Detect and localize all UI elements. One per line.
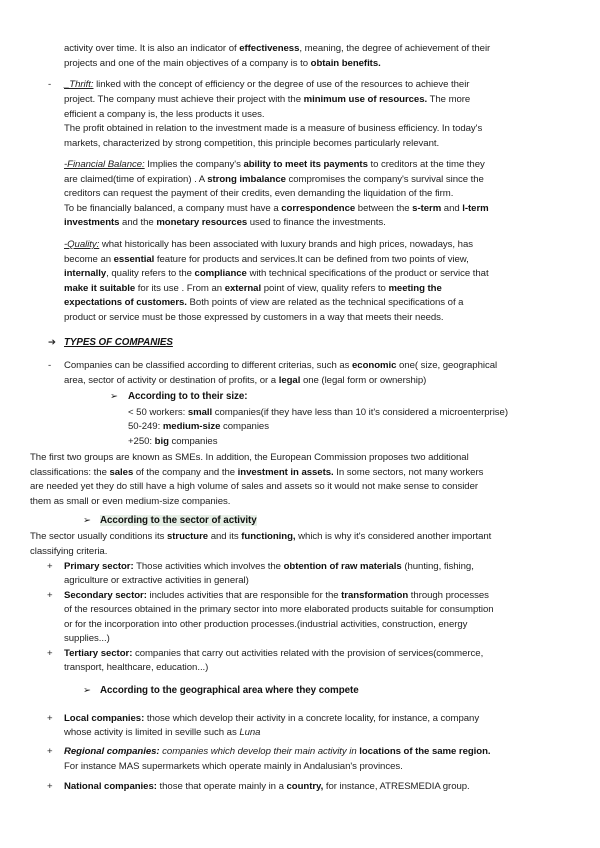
triangle-bullet-icon: ➢ bbox=[110, 391, 119, 402]
quality-line-2: become an essential feature for products and services.It can be defined from two points of view, bbox=[64, 254, 469, 265]
secondary-line-4: supplies...) bbox=[64, 633, 110, 644]
primary-line-1: Primary sector: Those activities which involves the obtention of raw materials (hunting, fishing, bbox=[64, 561, 474, 572]
quality-line-4: make it suitable for its use . From an external point of view, quality refers to meeting the bbox=[64, 283, 442, 294]
types-bullet: - bbox=[48, 360, 52, 371]
size-para-1: The first two groups are known as SMEs. In addition, the European Commission proposes two additional bbox=[30, 452, 469, 463]
thrift-line-5: markets, characterized by strong competition, this principle becomes particularly relevant. bbox=[64, 138, 440, 149]
secondary-line-1: Secondary sector: includes activities that are responsible for the transformation through processes bbox=[64, 590, 489, 601]
plus-bullet: + bbox=[47, 746, 53, 757]
quality-line-6: product or service must be those expressed by customers in a way that meets their needs. bbox=[64, 312, 444, 323]
regional-line-1: Regional companies: companies which develop their main activity in locations of the same region. bbox=[64, 746, 491, 757]
thrift-term: _Thrift: bbox=[64, 79, 94, 90]
size-row-1: < 50 workers: small companies(if they have less than 10 it's considered a microenterprise) bbox=[128, 407, 508, 418]
intro-line-2: projects and one of the main objectives of a company is to obtain benefits. bbox=[64, 58, 381, 69]
plus-bullet: + bbox=[47, 648, 53, 659]
financial-line-1: -Financial Balance: Implies the company's ability to meet its payments to creditors at the time they bbox=[64, 159, 485, 170]
triangle-bullet-icon: ➢ bbox=[83, 515, 92, 526]
national-line-1: National companies: those that operate mainly in a country, for instance, ATRESMEDIA group. bbox=[64, 781, 470, 792]
quality-line-5: expectations of customers. Both points of view are related as the technical specifications of a bbox=[64, 297, 464, 308]
tertiary-line-1: Tertiary sector: companies that carry out activities related with the provision of services(commerce, bbox=[64, 648, 484, 659]
types-line-1: Companies can be classified according to different criterias, such as economic one( size, geographical bbox=[64, 360, 498, 371]
financial-term: -Financial Balance: bbox=[64, 159, 145, 170]
secondary-line-3: or for the incorporation into other production processes.(industrial activities, construction, energy bbox=[64, 619, 468, 630]
sector-para-1: The sector usually conditions its structure and its functioning, which is why it's considered another important bbox=[30, 531, 492, 542]
size-heading: According to to their size: bbox=[128, 391, 248, 402]
size-para-4: them as small or even medium-size companies. bbox=[30, 496, 231, 507]
sector-para-2: classifying criteria. bbox=[30, 546, 108, 557]
thrift-bullet: - bbox=[48, 79, 52, 90]
thrift-line-3: efficient a company is, the less products it uses. bbox=[64, 109, 265, 120]
financial-line-5: investments and the monetary resources used to finance the investments. bbox=[64, 217, 386, 228]
geo-heading: According to the geographical area where they compete bbox=[100, 685, 359, 696]
local-line-1: Local companies: those which develop their activity in a concrete locality, for instance, a company bbox=[64, 713, 480, 724]
plus-bullet: + bbox=[47, 713, 53, 724]
financial-line-4: To be financially balanced, a company must have a correspondence between the s-term and l-term bbox=[64, 203, 489, 214]
quality-line-3: internally, quality refers to the compliance with technical specifications of the product or service that bbox=[64, 268, 489, 279]
thrift-line-1: _Thrift: linked with the concept of efficiency or the degree of use of the resources to achieve their bbox=[64, 79, 470, 90]
size-row-3: +250: big companies bbox=[128, 436, 218, 447]
regional-line-2: For instance MAS supermarkets which operate mainly in Andalusian's provinces. bbox=[64, 761, 403, 772]
types-heading: TYPES OF COMPANIES bbox=[64, 337, 173, 348]
quality-term: -Quality: bbox=[64, 239, 100, 250]
size-row-2: 50-249: medium-size companies bbox=[128, 421, 269, 432]
sector-heading: According to the sector of activity bbox=[100, 515, 257, 526]
plus-bullet: + bbox=[47, 590, 53, 601]
financial-line-2: are claimed(time of expiration) . A strong imbalance compromises the company's survival since the bbox=[64, 174, 484, 185]
plus-bullet: + bbox=[47, 561, 53, 572]
types-line-2: area, sector of activity or destination of profits, or a legal one (legal form or ownership) bbox=[64, 375, 427, 386]
size-para-3: are needed yet they do still have a high volume of sales and assets so it would not make sense to consider bbox=[30, 481, 479, 492]
size-para-2: classifications: the sales of the company and the investment in assets. In some sectors, not many workers bbox=[30, 467, 484, 478]
secondary-line-2: of the resources obtained in the primary sector into more elaborated products suitable for consumption bbox=[64, 604, 494, 615]
financial-line-3: creditors can request the payment of their credits, even demanding the liquidation of the firm. bbox=[64, 188, 454, 199]
intro-line-1: activity over time. It is also an indicator of effectiveness, meaning, the degree of achievement of their bbox=[64, 43, 491, 54]
local-line-2: whose activity is limited in seville such as Luna bbox=[64, 727, 261, 738]
arrow-right-icon: ➔ bbox=[48, 337, 57, 348]
triangle-bullet-icon: ➢ bbox=[83, 685, 92, 696]
tertiary-line-2: transport, healthcare, education...) bbox=[64, 662, 209, 673]
thrift-line-4: The profit obtained in relation to the investment made is a measure of business efficiency. In today's bbox=[64, 123, 483, 134]
plus-bullet: + bbox=[47, 781, 53, 792]
primary-line-2: agriculture or extractive activities in general) bbox=[64, 575, 249, 586]
quality-line-1: -Quality: what historically has been associated with luxury brands and high prices, nowadays, has bbox=[64, 239, 473, 250]
thrift-line-2: project. The company must achieve their project with the minimum use of resources. The more bbox=[64, 94, 471, 105]
